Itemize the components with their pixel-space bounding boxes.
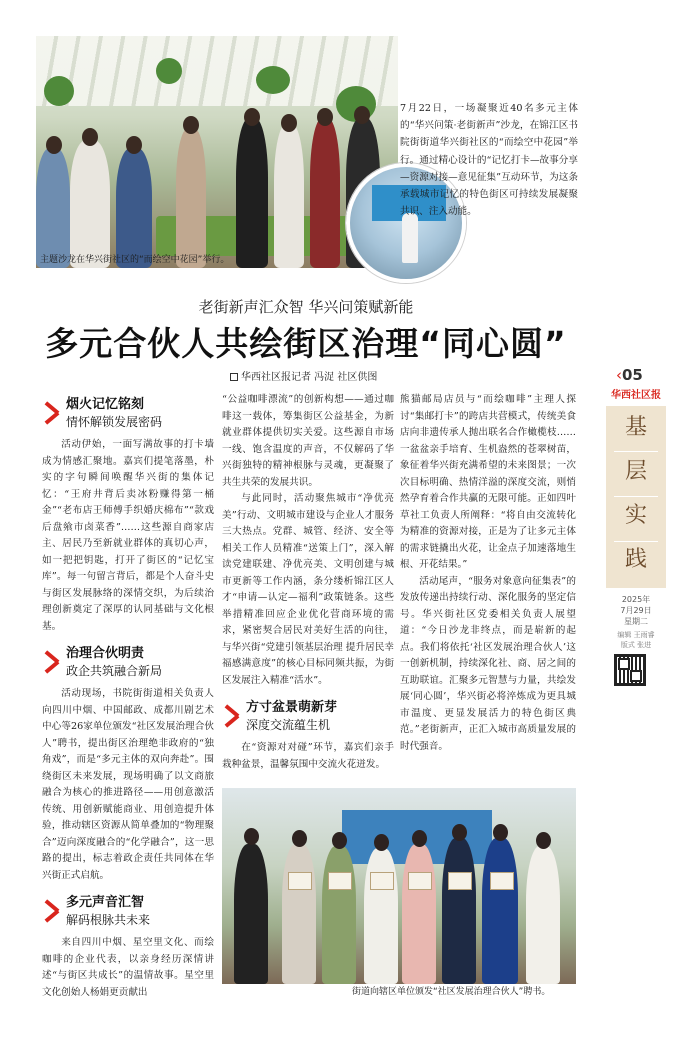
article-paragraph: 与此同时，活动聚焦城市“净优亮美”行动、文明城市建设与企业人才服务三大热点。党群、城管、经济、安全等相关工作人员精准“送策上门”，深入解读党建联建、净优亮美、文明创建与城市更新等工作内涵，条分缕析锦江区人才“申请—认定—福利”政策链条。这些举措精准回应企业优化营商环境的需求，紧密契合居民对美好生活的向往，与华兴街“党建引领基层治理 提升居民幸福感满意度”的核心目标同频共振，为街区发展注入精准“活水”。 — [222, 493, 394, 686]
page-number — [616, 366, 643, 384]
certificate — [490, 872, 514, 890]
page-arrow-icon: ‹ — [616, 366, 622, 384]
section-subtitle: 深度交流蕴生机 — [246, 718, 331, 732]
article-paragraph: 活动现场，书院街街道相关负责人向四川中烟、中国邮政、成都川剧艺术中心等26家单位颁发“社区发展治理合伙人”聘书，提出街区治理绝非政府的“独角戏”，而是“多元主体的双向奔赴”。围绕街区未来发展，现场明确了以文商旅融合为核心的推进路径——用创意激活传统、用创新赋能商业、用创造提升体验，推动辖区资源从简单叠加的“物理聚合”迈向深度融合的“化学融合”，这一思路的提出，标志着政企责任共同体在华兴街正式启航。 — [42, 688, 214, 881]
section-heading — [222, 699, 394, 734]
section-name: 华西社区报 — [611, 390, 661, 401]
column-divider — [614, 541, 658, 542]
byline-box-icon — [230, 373, 238, 381]
attendee-head — [354, 106, 370, 124]
hanging-plant — [44, 76, 74, 106]
recipient-head — [493, 824, 508, 841]
issue-weekday: 星期二 — [624, 617, 648, 626]
column-char: 践 — [624, 547, 647, 572]
section-title: 方寸盆景萌新芽 — [246, 700, 338, 715]
column-divider — [614, 451, 658, 452]
award-recipient — [402, 844, 436, 984]
attendee-head — [82, 128, 98, 146]
speaker-figure — [402, 213, 418, 263]
award-ceremony-photo — [222, 788, 576, 984]
section-subtitle: 政企共筑融合新局 — [66, 664, 163, 678]
award-recipient — [234, 844, 268, 984]
article-paragraph: 在“资源对对碰”环节，嘉宾们亲手栽种盆景，温馨氛围中交流火花迸发。 — [222, 742, 394, 770]
section-title: 多元声音汇智 — [66, 895, 145, 910]
section-subtitle: 情怀解锁发展密码 — [66, 415, 163, 429]
article-column-1 — [42, 392, 214, 1001]
article-paragraph: 熊猫邮局店员与“而绘咖啡”主理人探讨“集邮打卡”的跨店共营模式，传统美食店向非遗传承人抛出联名合作橄榄枝……一盆盆亲手培育、生机盎然的苍翠树苗，象征着华兴街充满希望的未来图景；一次次目标明确、热情洋溢的深度交流，则悄然孕育着合作共赢的无限可能。正如四叶草社工负责人所阐释：“将自由交流转化为精准的资源对接，正是为了让多元主体的需求链撬出火花，让金点子加速落地生根、开花结果。” — [400, 394, 576, 570]
article-paragraph: 活动伊始，一面写满故事的打卡墙成为情感汇聚地。嘉宾们提笔落墨，朴实的字句瞬间唤醒华兴街的集体记忆：“王府井背后卖冰粉赚得第一桶金”“老布店王师傅手织婚庆棉布”“款戏后盘飨市卤菜香”……这些源自商家店主、居民乃至新就业群体的真切心声，如一把把钥匙，打开了街区的“记忆宝库”。每一句留言背后，都是个人奋斗史与街区发展脉络的深情交织，为后续治理创新奠定了深厚的认同基础与文化根基。 — [42, 439, 214, 632]
layout-credit: 版式 张进 — [620, 641, 652, 649]
attendee — [36, 148, 70, 268]
award-recipient — [482, 838, 518, 984]
attendee-head — [126, 136, 142, 154]
bottom-photo-caption: 街道向辖区单位颁发“社区发展治理合伙人”聘书。 — [352, 987, 551, 997]
certificate — [408, 872, 432, 890]
certificate — [370, 872, 394, 890]
column-label — [606, 406, 666, 588]
article-paragraph: “公益咖啡漂流”的创新构想——通过咖啡这一载体，筹集街区公益基金，为新就业群体提供切实关爱。这些源自市场一线、饱含温度的声音，不仅解码了华兴街独特的精神根脉与灵魂，更凝聚了共生共荣的发展共识。 — [222, 394, 394, 488]
attendee-head — [46, 136, 62, 154]
byline-text: 华西社区报记者 冯浞 社区供图 — [241, 372, 378, 383]
award-recipient — [282, 844, 316, 984]
attendee — [274, 124, 304, 268]
recipient-head — [412, 830, 427, 847]
byline — [230, 368, 377, 383]
column-char: 实 — [624, 503, 647, 528]
article-paragraph: 来自四川中烟、星空里文化、而绘咖啡的企业代表，以亲身经历深情讲述“与街区共成长”的温情故事。星空里文化创始人杨娟更贡献出 — [42, 937, 214, 998]
attendee-head — [244, 108, 260, 126]
issue-date — [604, 594, 668, 627]
column-divider — [614, 496, 658, 497]
award-recipient — [442, 838, 476, 984]
column-char: 基 — [624, 415, 647, 440]
page-number-text: 05 — [622, 366, 643, 384]
hanging-plant — [256, 66, 290, 94]
top-photo-caption: 主题沙龙在华兴街社区的“而绘空中花园”举行。 — [40, 255, 230, 265]
recipient-head — [244, 828, 259, 845]
intro-paragraph: 7月22日，一场凝聚近40名多元主体的“华兴问策·老街新声”沙龙，在锦江区书院街街道华兴街社区的“而绘空中花园”举行。通过精心设计的“记忆打卡—故事分享—资源对接—意见征集”互动环节，为这条承载城市记忆的特色街区可持续发展凝聚共识、注入动能。 — [400, 103, 578, 218]
recipient-head — [332, 832, 347, 849]
section-title: 治理合伙明责 — [66, 646, 145, 661]
editor-credits — [604, 630, 668, 650]
section-title: 烟火记忆铭刻 — [66, 397, 145, 412]
headline-subtitle: 老街新声汇众智 华兴问策赋新能 — [198, 298, 414, 316]
section-subtitle: 解码根脉共未来 — [66, 913, 151, 927]
column-char: 层 — [624, 459, 647, 484]
hanging-plant — [156, 58, 182, 84]
award-recipient — [322, 846, 356, 984]
article-paragraph: 活动尾声，“服务对象意向征集表”的发放传递出持续行动、深化服务的坚定信号。华兴街社区党委相关负责人展望道：“今日沙龙非终点，而是崭新的起点。我们将依托‘社区发展治理合伙人’这一创新机制，持续深化社、商、居之间的互助联谊。汇聚多元智慧与力量，共绘发展‘同心圆’，华兴街必将淬炼成为更具城市温度、更显发展活力的特色街区典范。”老街新声，正汇入城市高质量发展的时代强音。 — [400, 575, 576, 752]
issue-year: 2025年 — [621, 595, 651, 604]
certificate — [328, 872, 352, 890]
certificate — [448, 872, 472, 890]
salon-photo — [36, 36, 398, 268]
section-heading — [42, 645, 214, 680]
recipient-head — [292, 830, 307, 847]
attendee — [116, 148, 152, 268]
attendee — [310, 118, 340, 268]
attendee — [236, 118, 268, 268]
issue-day: 7月29日 — [620, 606, 652, 615]
editor-credit: 编辑 王雨睿 — [617, 631, 655, 639]
recipient-head — [374, 834, 389, 851]
attendee-head — [183, 116, 199, 134]
attendee-head — [317, 108, 333, 126]
attendee — [176, 128, 206, 268]
recipient-head — [452, 824, 467, 841]
recipient-head — [536, 832, 551, 849]
award-recipient — [364, 848, 398, 984]
article-column-2 — [222, 392, 394, 773]
article-column-3 — [400, 392, 576, 755]
qr-code-icon[interactable] — [614, 654, 646, 686]
attendee — [70, 140, 110, 268]
section-heading — [42, 894, 214, 929]
section-heading — [42, 396, 214, 431]
award-recipient — [526, 846, 560, 984]
attendee-head — [281, 114, 297, 132]
certificate — [288, 872, 312, 890]
headline-title: 多元合伙人共绘街区治理“同心圆” — [45, 324, 567, 363]
